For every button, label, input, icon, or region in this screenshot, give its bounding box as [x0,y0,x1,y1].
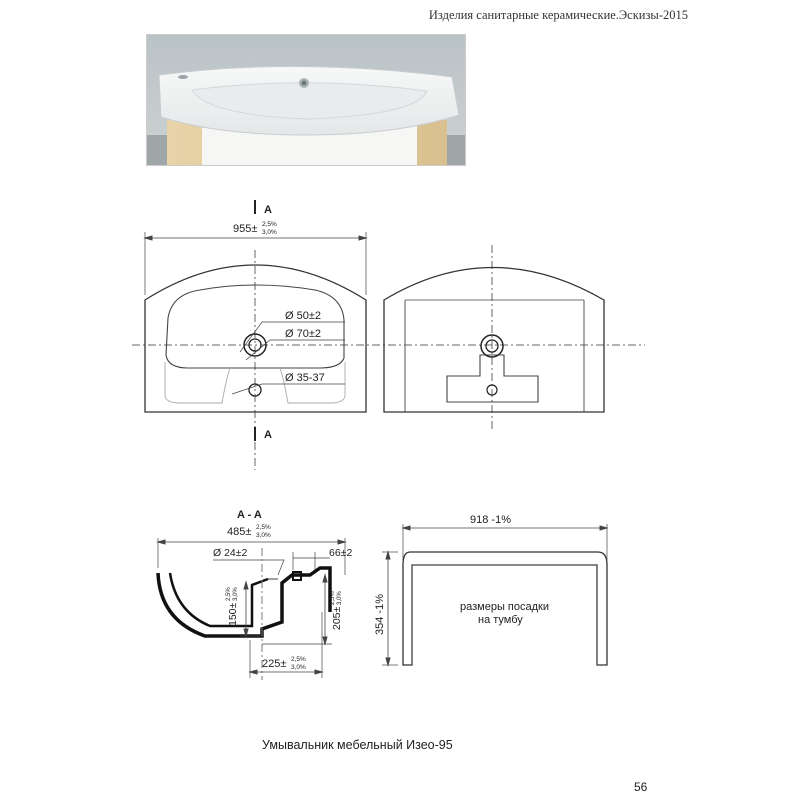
cabinet-width-dimension: 918 -1% [470,514,511,526]
section-label-top: A [264,204,272,216]
cabinet-note-line1: размеры посадки [460,601,549,613]
dimension-205-tol-top: 2,5% [330,591,336,605]
cabinet-note-line2: на тумбу [478,614,523,626]
dimension-150: 150± [227,602,239,626]
dimension-205: 205± [331,606,343,630]
hole-diameter-35-37: Ø 35-37 [285,372,325,384]
cabinet-height-dimension: 354 -1% [374,594,386,635]
depth-tolerance-top: 2,5% [256,524,271,531]
dimension-66: 66±2 [329,547,353,559]
page-number: 56 [634,780,648,794]
depth-dimension: 485± [227,526,252,538]
section-label-bottom: A [264,429,272,441]
dimension-225: 225± [262,658,287,670]
dimension-150-tol-bottom: 3,0% [233,587,239,601]
dimension-150-group [226,587,239,626]
dimension-205-tol-bottom: 3,0% [337,591,343,605]
dimension-225-tol-bottom: 3,0% [291,664,306,671]
drain-diameter: Ø 24±2 [213,547,248,559]
dimension-205-group [330,591,343,630]
width-tolerance-bottom: 3,0% [262,229,277,236]
hole-diameter-70: Ø 70±2 [285,328,322,340]
dimension-225-tol-top: 2,5% [291,656,306,663]
dimension-150-tol-top: 2,5% [226,587,232,601]
section-title: A - A [237,509,262,521]
width-dimension: 955± [233,223,258,235]
depth-tolerance-bottom: 3,0% [256,532,271,539]
header-title: Изделия санитарные керамические.Эскизы-2015 [428,8,688,22]
hole-diameter-50: Ø 50±2 [285,310,322,322]
drawing-caption: Умывальник мебельный Изео-95 [262,738,453,752]
width-tolerance-top: 2,5% [262,221,277,228]
